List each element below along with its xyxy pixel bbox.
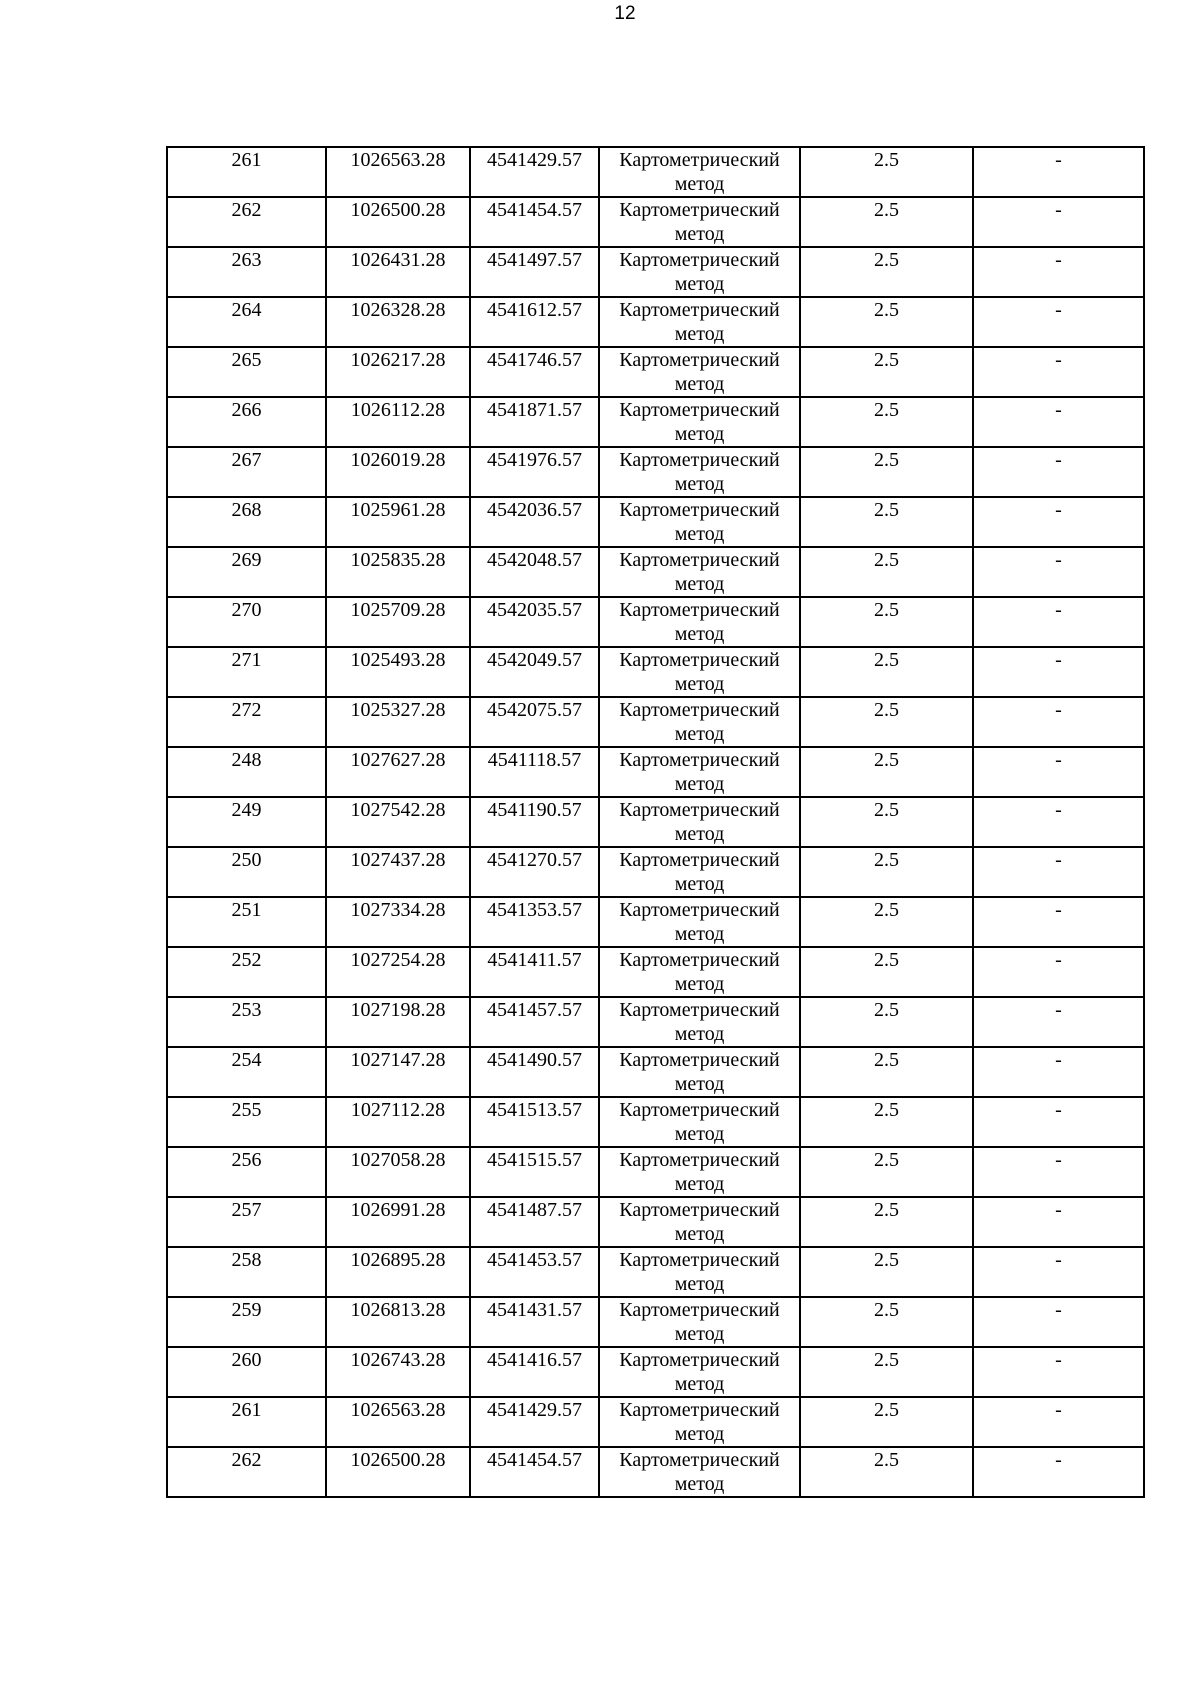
y-coordinate-cell: 4542035.57 <box>470 597 599 647</box>
x-coordinate-cell: 1027147.28 <box>326 1047 470 1097</box>
table-row <box>167 847 1144 897</box>
accuracy-cell: 2.5 <box>800 397 973 447</box>
method-line-2: метод <box>674 573 725 595</box>
x-coordinate-cell: 1026895.28 <box>326 1247 470 1297</box>
y-coordinate-cell: 4541746.57 <box>470 347 599 397</box>
note-cell: - <box>973 1397 1144 1447</box>
note-cell: - <box>973 997 1144 1047</box>
method-line-1: Картометрический <box>619 999 780 1021</box>
y-coordinate-cell: 4541612.57 <box>470 297 599 347</box>
method-line-1: Картометрический <box>619 1249 780 1271</box>
note-cell: - <box>973 897 1144 947</box>
method-line-1: Картометрический <box>619 499 780 521</box>
accuracy-cell: 2.5 <box>800 647 973 697</box>
accuracy-cell: 2.5 <box>800 1397 973 1447</box>
point-number-cell: 254 <box>167 1047 326 1097</box>
method-line-1: Картометрический <box>619 899 780 921</box>
method-line-1: Картометрический <box>619 849 780 871</box>
method-line-1: Картометрический <box>619 1099 780 1121</box>
x-coordinate-cell: 1026431.28 <box>326 247 470 297</box>
note-cell: - <box>973 947 1144 997</box>
y-coordinate-cell: 4541429.57 <box>470 147 599 197</box>
point-number-cell: 253 <box>167 997 326 1047</box>
method-line-2: метод <box>674 273 725 295</box>
accuracy-cell: 2.5 <box>800 997 973 1047</box>
method-cell <box>599 1197 800 1247</box>
table-row <box>167 597 1144 647</box>
method-line-2: метод <box>674 1073 725 1095</box>
method-line-2: метод <box>674 1473 725 1495</box>
method-cell <box>599 547 800 597</box>
x-coordinate-cell: 1025961.28 <box>326 497 470 547</box>
table-row <box>167 397 1144 447</box>
method-line-2: метод <box>674 873 725 895</box>
method-cell <box>599 1247 800 1297</box>
method-line-1: Картометрический <box>619 149 780 171</box>
point-number-cell: 267 <box>167 447 326 497</box>
accuracy-cell: 2.5 <box>800 147 973 197</box>
y-coordinate-cell: 4541871.57 <box>470 397 599 447</box>
y-coordinate-cell: 4541513.57 <box>470 1097 599 1147</box>
accuracy-cell: 2.5 <box>800 747 973 797</box>
x-coordinate-cell: 1025493.28 <box>326 647 470 697</box>
method-line-1: Картометрический <box>619 799 780 821</box>
accuracy-cell: 2.5 <box>800 697 973 747</box>
point-number-cell: 260 <box>167 1347 326 1397</box>
table-row <box>167 247 1144 297</box>
x-coordinate-cell: 1027254.28 <box>326 947 470 997</box>
table-row <box>167 1197 1144 1247</box>
point-number-cell: 258 <box>167 1247 326 1297</box>
method-line-2: метод <box>674 523 725 545</box>
method-cell <box>599 347 800 397</box>
x-coordinate-cell: 1027437.28 <box>326 847 470 897</box>
y-coordinate-cell: 4541487.57 <box>470 1197 599 1247</box>
method-line-2: метод <box>674 623 725 645</box>
point-number-cell: 259 <box>167 1297 326 1347</box>
point-number-cell: 261 <box>167 147 326 197</box>
method-cell <box>599 247 800 297</box>
y-coordinate-cell: 4541190.57 <box>470 797 599 847</box>
y-coordinate-cell: 4541515.57 <box>470 1147 599 1197</box>
y-coordinate-cell: 4541411.57 <box>470 947 599 997</box>
accuracy-cell: 2.5 <box>800 1047 973 1097</box>
x-coordinate-cell: 1026563.28 <box>326 1397 470 1447</box>
method-line-1: Картометрический <box>619 349 780 371</box>
x-coordinate-cell: 1026743.28 <box>326 1347 470 1397</box>
method-cell <box>599 1397 800 1447</box>
x-coordinate-cell: 1026500.28 <box>326 197 470 247</box>
point-number-cell: 269 <box>167 547 326 597</box>
table-row <box>167 997 1144 1047</box>
method-line-2: метод <box>674 223 725 245</box>
method-line-2: метод <box>674 973 725 995</box>
method-line-1: Картометрический <box>619 199 780 221</box>
y-coordinate-cell: 4541429.57 <box>470 1397 599 1447</box>
method-line-2: метод <box>674 1373 725 1395</box>
point-number-cell: 262 <box>167 1447 326 1497</box>
table-row <box>167 647 1144 697</box>
table-row <box>167 447 1144 497</box>
method-cell <box>599 1447 800 1497</box>
method-cell <box>599 197 800 247</box>
method-cell <box>599 147 800 197</box>
point-number-cell: 272 <box>167 697 326 747</box>
x-coordinate-cell: 1026217.28 <box>326 347 470 397</box>
method-line-1: Картометрический <box>619 1449 780 1471</box>
note-cell: - <box>973 697 1144 747</box>
point-number-cell: 268 <box>167 497 326 547</box>
method-cell <box>599 1147 800 1197</box>
note-cell: - <box>973 1047 1144 1097</box>
accuracy-cell: 2.5 <box>800 797 973 847</box>
method-line-2: метод <box>674 1423 725 1445</box>
method-line-2: метод <box>674 1123 725 1145</box>
accuracy-cell: 2.5 <box>800 1197 973 1247</box>
point-number-cell: 261 <box>167 1397 326 1447</box>
y-coordinate-cell: 4541416.57 <box>470 1347 599 1397</box>
method-cell <box>599 297 800 347</box>
method-line-1: Картометрический <box>619 699 780 721</box>
x-coordinate-cell: 1027627.28 <box>326 747 470 797</box>
method-line-2: метод <box>674 323 725 345</box>
x-coordinate-cell: 1026500.28 <box>326 1447 470 1497</box>
point-number-cell: 252 <box>167 947 326 997</box>
method-cell <box>599 697 800 747</box>
method-cell <box>599 1097 800 1147</box>
method-line-1: Картометрический <box>619 599 780 621</box>
x-coordinate-cell: 1025327.28 <box>326 697 470 747</box>
table-row <box>167 1447 1144 1497</box>
x-coordinate-cell: 1026991.28 <box>326 1197 470 1247</box>
y-coordinate-cell: 4541454.57 <box>470 197 599 247</box>
method-line-2: метод <box>674 1223 725 1245</box>
table-row <box>167 1147 1144 1197</box>
y-coordinate-cell: 4541118.57 <box>470 747 599 797</box>
method-cell <box>599 747 800 797</box>
y-coordinate-cell: 4542075.57 <box>470 697 599 747</box>
point-number-cell: 251 <box>167 897 326 947</box>
accuracy-cell: 2.5 <box>800 297 973 347</box>
y-coordinate-cell: 4541454.57 <box>470 1447 599 1497</box>
x-coordinate-cell: 1027198.28 <box>326 997 470 1047</box>
note-cell: - <box>973 1197 1144 1247</box>
note-cell: - <box>973 1347 1144 1397</box>
note-cell: - <box>973 647 1144 697</box>
point-number-cell: 250 <box>167 847 326 897</box>
method-cell <box>599 597 800 647</box>
note-cell: - <box>973 397 1144 447</box>
coordinates-table <box>166 146 1145 1498</box>
method-line-2: метод <box>674 773 725 795</box>
note-cell: - <box>973 747 1144 797</box>
x-coordinate-cell: 1027058.28 <box>326 1147 470 1197</box>
method-cell <box>599 1047 800 1097</box>
point-number-cell: 255 <box>167 1097 326 1147</box>
accuracy-cell: 2.5 <box>800 1347 973 1397</box>
accuracy-cell: 2.5 <box>800 597 973 647</box>
method-line-1: Картометрический <box>619 1299 780 1321</box>
method-line-1: Картометрический <box>619 299 780 321</box>
note-cell: - <box>973 197 1144 247</box>
method-cell <box>599 997 800 1047</box>
y-coordinate-cell: 4541457.57 <box>470 997 599 1047</box>
note-cell: - <box>973 847 1144 897</box>
table-row <box>167 497 1144 547</box>
method-line-2: метод <box>674 173 725 195</box>
method-line-1: Картометрический <box>619 649 780 671</box>
point-number-cell: 264 <box>167 297 326 347</box>
table-row <box>167 1097 1144 1147</box>
table-row <box>167 1397 1144 1447</box>
point-number-cell: 257 <box>167 1197 326 1247</box>
y-coordinate-cell: 4541270.57 <box>470 847 599 897</box>
accuracy-cell: 2.5 <box>800 347 973 397</box>
point-number-cell: 263 <box>167 247 326 297</box>
method-cell <box>599 1347 800 1397</box>
method-cell <box>599 847 800 897</box>
method-cell <box>599 947 800 997</box>
method-line-2: метод <box>674 673 725 695</box>
method-line-1: Картометрический <box>619 449 780 471</box>
x-coordinate-cell: 1027334.28 <box>326 897 470 947</box>
y-coordinate-cell: 4542048.57 <box>470 547 599 597</box>
table-row <box>167 947 1144 997</box>
x-coordinate-cell: 1026328.28 <box>326 297 470 347</box>
accuracy-cell: 2.5 <box>800 197 973 247</box>
method-line-2: метод <box>674 1173 725 1195</box>
method-cell <box>599 497 800 547</box>
y-coordinate-cell: 4541353.57 <box>470 897 599 947</box>
table-row <box>167 1297 1144 1347</box>
table-row <box>167 747 1144 797</box>
table-row <box>167 1247 1144 1297</box>
point-number-cell: 265 <box>167 347 326 397</box>
method-cell <box>599 397 800 447</box>
method-line-1: Картометрический <box>619 549 780 571</box>
table-row <box>167 147 1144 197</box>
note-cell: - <box>973 347 1144 397</box>
coordinates-table-body <box>167 147 1144 1497</box>
y-coordinate-cell: 4541453.57 <box>470 1247 599 1297</box>
y-coordinate-cell: 4541490.57 <box>470 1047 599 1097</box>
method-line-1: Картометрический <box>619 1349 780 1371</box>
method-line-2: метод <box>674 923 725 945</box>
method-cell <box>599 1297 800 1347</box>
accuracy-cell: 2.5 <box>800 247 973 297</box>
note-cell: - <box>973 1297 1144 1347</box>
point-number-cell: 248 <box>167 747 326 797</box>
y-coordinate-cell: 4541497.57 <box>470 247 599 297</box>
accuracy-cell: 2.5 <box>800 1447 973 1497</box>
method-line-2: метод <box>674 723 725 745</box>
table-row <box>167 1347 1144 1397</box>
method-line-2: метод <box>674 823 725 845</box>
accuracy-cell: 2.5 <box>800 447 973 497</box>
accuracy-cell: 2.5 <box>800 547 973 597</box>
table-row <box>167 547 1144 597</box>
method-line-1: Картометрический <box>619 1149 780 1171</box>
method-line-1: Картометрический <box>619 1199 780 1221</box>
point-number-cell: 266 <box>167 397 326 447</box>
x-coordinate-cell: 1025709.28 <box>326 597 470 647</box>
method-cell <box>599 447 800 497</box>
point-number-cell: 262 <box>167 197 326 247</box>
method-line-2: метод <box>674 1273 725 1295</box>
note-cell: - <box>973 247 1144 297</box>
method-line-2: метод <box>674 423 725 445</box>
table-row <box>167 297 1144 347</box>
note-cell: - <box>973 547 1144 597</box>
note-cell: - <box>973 1097 1144 1147</box>
method-line-2: метод <box>674 1323 725 1345</box>
x-coordinate-cell: 1027112.28 <box>326 1097 470 1147</box>
method-line-2: метод <box>674 373 725 395</box>
x-coordinate-cell: 1025835.28 <box>326 547 470 597</box>
accuracy-cell: 2.5 <box>800 847 973 897</box>
accuracy-cell: 2.5 <box>800 1247 973 1297</box>
method-line-1: Картометрический <box>619 1399 780 1421</box>
method-line-1: Картометрический <box>619 399 780 421</box>
table-row <box>167 897 1144 947</box>
accuracy-cell: 2.5 <box>800 897 973 947</box>
method-line-1: Картометрический <box>619 249 780 271</box>
accuracy-cell: 2.5 <box>800 497 973 547</box>
method-cell <box>599 897 800 947</box>
point-number-cell: 249 <box>167 797 326 847</box>
method-cell <box>599 647 800 697</box>
y-coordinate-cell: 4542036.57 <box>470 497 599 547</box>
method-line-2: метод <box>674 473 725 495</box>
method-line-2: метод <box>674 1023 725 1045</box>
y-coordinate-cell: 4541976.57 <box>470 447 599 497</box>
table-row <box>167 1047 1144 1097</box>
note-cell: - <box>973 297 1144 347</box>
y-coordinate-cell: 4541431.57 <box>470 1297 599 1347</box>
accuracy-cell: 2.5 <box>800 1297 973 1347</box>
x-coordinate-cell: 1026112.28 <box>326 397 470 447</box>
table-row <box>167 797 1144 847</box>
note-cell: - <box>973 147 1144 197</box>
accuracy-cell: 2.5 <box>800 947 973 997</box>
note-cell: - <box>973 1247 1144 1297</box>
method-cell <box>599 797 800 847</box>
point-number-cell: 271 <box>167 647 326 697</box>
accuracy-cell: 2.5 <box>800 1147 973 1197</box>
note-cell: - <box>973 1147 1144 1197</box>
x-coordinate-cell: 1026813.28 <box>326 1297 470 1347</box>
note-cell: - <box>973 797 1144 847</box>
y-coordinate-cell: 4542049.57 <box>470 647 599 697</box>
table-row <box>167 347 1144 397</box>
note-cell: - <box>973 447 1144 497</box>
point-number-cell: 270 <box>167 597 326 647</box>
x-coordinate-cell: 1026019.28 <box>326 447 470 497</box>
x-coordinate-cell: 1027542.28 <box>326 797 470 847</box>
x-coordinate-cell: 1026563.28 <box>326 147 470 197</box>
note-cell: - <box>973 597 1144 647</box>
method-line-1: Картометрический <box>619 749 780 771</box>
point-number-cell: 256 <box>167 1147 326 1197</box>
accuracy-cell: 2.5 <box>800 1097 973 1147</box>
table-row <box>167 697 1144 747</box>
method-line-1: Картометрический <box>619 1049 780 1071</box>
method-line-1: Картометрический <box>619 949 780 971</box>
note-cell: - <box>973 497 1144 547</box>
table-row <box>167 197 1144 247</box>
page-number: 12 <box>614 3 636 24</box>
note-cell: - <box>973 1447 1144 1497</box>
